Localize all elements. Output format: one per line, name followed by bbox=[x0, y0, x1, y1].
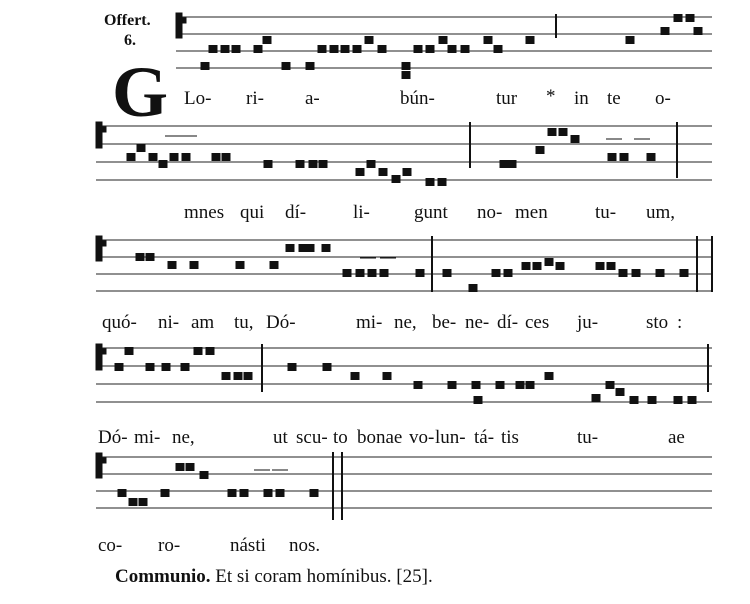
neume-note bbox=[661, 28, 669, 35]
neume-note bbox=[127, 154, 135, 161]
neume-note bbox=[556, 263, 564, 270]
neume-note bbox=[522, 263, 530, 270]
neume-note bbox=[526, 382, 534, 389]
lyric-syllable: ut bbox=[273, 427, 288, 448]
neume-note bbox=[162, 364, 170, 371]
neume-note bbox=[688, 397, 696, 404]
lyric-syllable: am bbox=[191, 312, 215, 333]
lyric-syllable: scu- bbox=[296, 427, 328, 448]
lyric-syllable: qui bbox=[240, 202, 265, 223]
neume-note bbox=[607, 263, 615, 270]
neume-note bbox=[461, 46, 469, 53]
neume-note bbox=[146, 254, 154, 261]
neume-note bbox=[414, 46, 422, 53]
lyric-syllable: ne, bbox=[172, 427, 195, 448]
neume-note bbox=[234, 373, 242, 380]
lyric-syllable: mi- bbox=[356, 312, 383, 333]
neume-note bbox=[176, 464, 184, 471]
neume-note bbox=[526, 37, 534, 44]
neume-note bbox=[472, 382, 480, 389]
lyric-syllable: Dó- bbox=[98, 427, 128, 448]
neume-note bbox=[190, 262, 198, 269]
lyric-syllable: sto bbox=[646, 312, 669, 333]
lyric-syllable: ces bbox=[525, 312, 550, 333]
lyric-syllable: bonae bbox=[357, 427, 403, 448]
clef-mark bbox=[96, 344, 102, 370]
neume-note bbox=[559, 129, 567, 136]
neume-note bbox=[496, 382, 504, 389]
clef-mark bbox=[102, 241, 106, 246]
neume-note bbox=[276, 490, 284, 497]
neume-note bbox=[168, 262, 176, 269]
lyric-syllable: a- bbox=[305, 88, 320, 109]
neume-note bbox=[310, 490, 318, 497]
clef-mark bbox=[176, 13, 182, 38]
neume-note bbox=[380, 270, 388, 277]
neume-note bbox=[306, 245, 314, 252]
neume-note bbox=[221, 46, 229, 53]
neume-note bbox=[545, 373, 553, 380]
neume-note bbox=[136, 254, 144, 261]
neume-note bbox=[365, 37, 373, 44]
communio-label: Communio. bbox=[115, 566, 211, 587]
clef-mark bbox=[96, 122, 102, 148]
neume-note bbox=[368, 270, 376, 277]
neume-note bbox=[620, 154, 628, 161]
neume-note bbox=[353, 46, 361, 53]
neume-note bbox=[263, 37, 271, 44]
clef-mark bbox=[102, 349, 106, 354]
neume-note bbox=[129, 499, 137, 506]
neume-note bbox=[500, 161, 508, 168]
neume-note bbox=[118, 490, 126, 497]
neume-note bbox=[504, 270, 512, 277]
neume-note bbox=[508, 161, 516, 168]
neume-note bbox=[139, 499, 147, 506]
neume-note bbox=[115, 364, 123, 371]
lyric-asterisk: * bbox=[546, 86, 556, 107]
communio-text: Et si coram homínibus. [25]. bbox=[215, 566, 433, 587]
lyric-syllable: Lo- bbox=[184, 88, 212, 109]
lyric-syllable: tu- bbox=[577, 427, 599, 448]
lyric-syllable: ni- bbox=[158, 312, 180, 333]
neume-note bbox=[288, 364, 296, 371]
neume-note bbox=[402, 72, 410, 79]
lyric-syllable: in bbox=[574, 88, 589, 109]
lyric-syllable: be- bbox=[432, 312, 457, 333]
neume-note bbox=[606, 382, 614, 389]
neume-note bbox=[282, 63, 290, 70]
neume-note bbox=[536, 147, 544, 154]
neume-note bbox=[619, 270, 627, 277]
neume-note bbox=[343, 270, 351, 277]
lyric-syllable: dí- bbox=[497, 312, 519, 333]
neume-note bbox=[647, 154, 655, 161]
clef-mark bbox=[96, 236, 102, 261]
neume-note bbox=[438, 179, 446, 186]
neume-note bbox=[378, 46, 386, 53]
neume-note bbox=[194, 348, 202, 355]
clef-mark bbox=[102, 127, 106, 132]
neume-note bbox=[319, 161, 327, 168]
neume-note bbox=[232, 46, 240, 53]
neume-note bbox=[351, 373, 359, 380]
neume-note bbox=[209, 46, 217, 53]
neume-note bbox=[492, 270, 500, 277]
neume-note bbox=[309, 161, 317, 168]
neume-note bbox=[323, 364, 331, 371]
lyric-syllable: to bbox=[333, 427, 348, 448]
neume-note bbox=[228, 490, 236, 497]
neume-note bbox=[182, 154, 190, 161]
lyric-syllable: Dó- bbox=[266, 312, 296, 333]
neume-note bbox=[264, 490, 272, 497]
neume-note bbox=[222, 154, 230, 161]
lyric-syllable: tu- bbox=[595, 202, 617, 223]
lyric-syllable: no- bbox=[477, 202, 503, 223]
mode-number: 6. bbox=[124, 32, 136, 49]
neume-note bbox=[426, 46, 434, 53]
neume-note bbox=[548, 129, 556, 136]
neume-note bbox=[533, 263, 541, 270]
neume-note bbox=[439, 37, 447, 44]
neume-note bbox=[149, 154, 157, 161]
lyric-syllable: tá- bbox=[474, 427, 495, 448]
lyric-syllable: ne- bbox=[465, 312, 490, 333]
lyric-syllable: násti bbox=[230, 535, 266, 556]
lyric-syllable: ne, bbox=[394, 312, 417, 333]
lyric-syllable: co- bbox=[98, 535, 123, 556]
lyric-syllable: tis bbox=[501, 427, 519, 448]
neume-note bbox=[240, 490, 248, 497]
neume-note bbox=[545, 259, 553, 266]
neume-note bbox=[392, 176, 400, 183]
neume-note bbox=[186, 464, 194, 471]
lyric-syllable: ri- bbox=[246, 88, 264, 109]
neume-note bbox=[264, 161, 272, 168]
lyric-syllable: men bbox=[515, 202, 548, 223]
neume-note bbox=[616, 389, 624, 396]
lyric-syllable: lun- bbox=[435, 427, 466, 448]
neume-note bbox=[181, 364, 189, 371]
neume-note bbox=[379, 169, 387, 176]
lyric-syllable: vo- bbox=[409, 427, 435, 448]
neume-note bbox=[330, 46, 338, 53]
neume-note bbox=[222, 373, 230, 380]
neume-note bbox=[306, 63, 314, 70]
neume-note bbox=[161, 490, 169, 497]
neume-note bbox=[674, 397, 682, 404]
lyric-syllable: mi- bbox=[134, 427, 161, 448]
neume-note bbox=[296, 161, 304, 168]
neume-note bbox=[571, 136, 579, 143]
lyric-syllable: li- bbox=[353, 202, 370, 223]
neume-note bbox=[286, 245, 294, 252]
lyric-syllable: bún- bbox=[400, 88, 435, 109]
neume-note bbox=[146, 364, 154, 371]
lyric-syllable: ro- bbox=[158, 535, 181, 556]
neume-note bbox=[206, 348, 214, 355]
lyric-syllable: ju- bbox=[577, 312, 599, 333]
clef-mark bbox=[182, 18, 186, 23]
neume-note bbox=[254, 46, 262, 53]
lyric-syllable: quó- bbox=[102, 312, 137, 333]
neume-note bbox=[322, 245, 330, 252]
lyric-syllable: gunt bbox=[414, 202, 448, 223]
neume-note bbox=[125, 348, 133, 355]
lyric-syllable: tu, bbox=[234, 312, 254, 333]
neume-note bbox=[608, 154, 616, 161]
neume-note bbox=[137, 145, 145, 152]
neume-note bbox=[414, 382, 422, 389]
neume-note bbox=[236, 262, 244, 269]
lyric-syllable: mnes bbox=[184, 202, 225, 223]
neume-note bbox=[494, 46, 502, 53]
neume-note bbox=[516, 382, 524, 389]
clef-mark bbox=[102, 458, 106, 463]
neume-note bbox=[686, 15, 694, 22]
neume-note bbox=[632, 270, 640, 277]
neume-note bbox=[426, 179, 434, 186]
neume-note bbox=[383, 373, 391, 380]
neume-note bbox=[170, 154, 178, 161]
lyric-syllable: ae bbox=[668, 427, 685, 448]
communio-footer bbox=[115, 566, 433, 588]
neume-note bbox=[674, 15, 682, 22]
neume-note bbox=[484, 37, 492, 44]
neume-note bbox=[448, 382, 456, 389]
neume-note bbox=[367, 161, 375, 168]
neume-note bbox=[403, 169, 411, 176]
initial-letter: G bbox=[112, 52, 169, 132]
neume-note bbox=[648, 397, 656, 404]
lyric-syllable: um, bbox=[646, 202, 676, 223]
neume-note bbox=[630, 397, 638, 404]
neume-note bbox=[341, 46, 349, 53]
neume-note bbox=[416, 270, 424, 277]
lyric-colon: : bbox=[677, 312, 683, 333]
neume-note bbox=[592, 395, 600, 402]
neume-note bbox=[159, 161, 167, 168]
lyric-syllable: dí- bbox=[285, 202, 307, 223]
neume-note bbox=[694, 28, 702, 35]
lyric-syllable: tur bbox=[496, 88, 518, 109]
lyric-syllable: nos. bbox=[289, 535, 321, 556]
neume-note bbox=[402, 63, 410, 70]
lyric-syllable: te bbox=[607, 88, 621, 109]
neume-note bbox=[356, 270, 364, 277]
neume-note bbox=[626, 37, 634, 44]
neume-note bbox=[244, 373, 252, 380]
neume-note bbox=[474, 397, 482, 404]
neume-note bbox=[201, 63, 209, 70]
neume-note bbox=[356, 169, 364, 176]
neume-note bbox=[596, 263, 604, 270]
neume-note bbox=[448, 46, 456, 53]
neume-note bbox=[656, 270, 664, 277]
neume-note bbox=[680, 270, 688, 277]
neume-note bbox=[469, 285, 477, 292]
neume-note bbox=[212, 154, 220, 161]
neume-note bbox=[270, 262, 278, 269]
neume-note bbox=[200, 472, 208, 479]
neume-note bbox=[443, 270, 451, 277]
clef-mark bbox=[96, 453, 102, 478]
offertory-label: Offert. bbox=[104, 12, 151, 29]
lyric-syllable: o- bbox=[655, 88, 671, 109]
neume-note bbox=[318, 46, 326, 53]
